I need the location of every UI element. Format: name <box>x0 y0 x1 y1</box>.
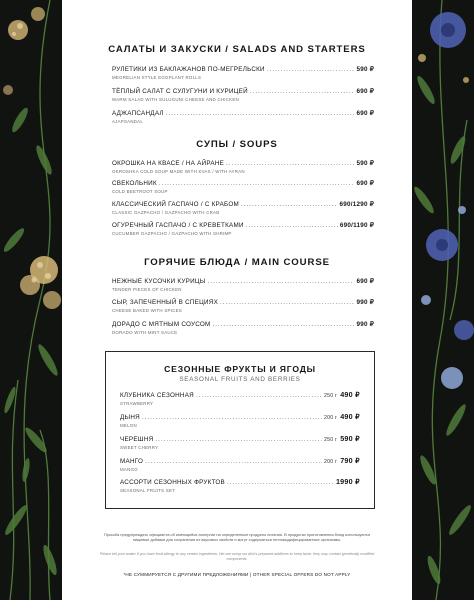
item-price: 790 ₽ <box>340 456 360 465</box>
menu-item <box>112 66 374 80</box>
item-name: КЛУБНИКА СЕЗОННАЯ <box>120 392 194 399</box>
item-name: КЛАССИЧЕСКИЙ ГАСПАЧО / С КРАБОМ <box>112 201 239 208</box>
item-name: ДОРАДО С МЯТНЫМ СОУСОМ <box>112 321 211 328</box>
item-price: 690/1190 ₽ <box>339 222 374 229</box>
item-translation: DORADO WITH MINT SAUCE <box>112 330 178 335</box>
item-price: 490 ₽ <box>340 390 360 399</box>
botanical-illustration <box>412 0 474 600</box>
item-price: 590 ₽ <box>340 434 360 443</box>
menu-item <box>120 478 360 493</box>
allergy-note-en: Please tell your waiter if you have food allergy to any certain ingredients. We are using our dish's prepared additives to keep taste; they may contain genetically modified components. <box>99 552 375 561</box>
item-name: АССОРТИ СЕЗОННЫХ ФРУКТОВ <box>120 479 225 486</box>
menu-item <box>112 278 374 292</box>
item-name: ОГУРЕЧНЫЙ ГАСПАЧО / С КРЕВЕТКАМИ <box>112 222 244 229</box>
item-translation: TENDER PIECES OF CHICKEN <box>112 287 182 292</box>
menu-item <box>112 222 374 236</box>
item-price: 590 ₽ <box>356 66 374 73</box>
item-weight: 250 г <box>323 393 338 399</box>
item-price: 690 ₽ <box>356 180 374 187</box>
section-title-salads: САЛАТЫ И ЗАКУСКИ / SALADS AND STARTERS <box>108 44 366 55</box>
item-translation: CUCUMBER GAZPACHO / GAZPACHO WITH SHRIMP <box>112 231 232 236</box>
item-translation: MANGO <box>120 467 138 472</box>
item-name: МАНГО <box>120 458 144 465</box>
item-price: 690/1290 ₽ <box>339 201 374 208</box>
item-name: СВЕКОЛЬНИК <box>112 180 157 187</box>
item-weight: 250 г <box>323 437 338 443</box>
item-price: 990 ₽ <box>356 299 374 306</box>
leader-dots <box>220 299 354 307</box>
menu-item <box>112 110 374 124</box>
item-translation: STRAWBERRY <box>120 401 154 406</box>
leader-dots <box>267 66 355 74</box>
leader-dots <box>166 110 355 118</box>
item-weight: 200 г <box>323 415 338 421</box>
leader-dots <box>145 458 322 466</box>
item-name: ТЁПЛЫЙ САЛАТ С СУЛУГУНИ И КУРИЦЕЙ <box>112 88 248 95</box>
menu-item <box>120 413 360 428</box>
item-translation: CHEESE BAKED WITH SPICES <box>112 308 182 313</box>
item-translation: SEASONAL FRUITS SET <box>120 488 176 493</box>
item-translation: WARM SALAD WITH SULUGUNI CHEESE AND CHICKEN <box>112 97 239 102</box>
item-name: СЫР, ЗАПЕЧЕННЫЙ В СПЕЦИЯХ <box>112 299 219 306</box>
item-price: 590 ₽ <box>356 160 374 167</box>
menu-item <box>112 299 374 313</box>
item-name: РУЛЕТИКИ ИЗ БАКЛАЖАНОВ ПО-МЕГРЕЛЬСКИ <box>112 66 265 73</box>
section-title-soups: СУПЫ / SOUPS <box>196 139 278 150</box>
menu-page <box>62 0 412 600</box>
leader-dots <box>226 160 354 168</box>
leader-dots <box>208 278 355 286</box>
item-price: 490 ₽ <box>340 412 360 421</box>
leader-dots <box>246 222 338 230</box>
menu-item <box>120 457 360 472</box>
item-translation: MELON <box>120 423 137 428</box>
menu-item <box>120 391 360 406</box>
allergy-note-ru: Просьба предупреждать официанта об имеющейся аллергии на определенные продукты питания. В продуктах приготовления блюд используются пищевые добавки для сохранения их вкусовых свойств и могут содержаться генномодифицированные организмы. <box>103 532 371 543</box>
item-name: АДЖАПСАНДАЛ <box>112 110 164 117</box>
item-translation: CLASSIC GAZPACHO / GAZPACHO WITH CRAB <box>112 210 220 215</box>
section-title-fruits: СЕЗОННЫЕ ФРУКТЫ И ЯГОДЫ <box>164 364 316 374</box>
leader-dots <box>227 479 334 487</box>
menu-item <box>112 88 374 102</box>
item-name: ДЫНЯ <box>120 414 140 421</box>
item-name: ЧЕРЕШНЯ <box>120 436 154 443</box>
menu-item <box>112 201 374 215</box>
item-price: 990 ₽ <box>356 321 374 328</box>
item-price: 690 ₽ <box>356 278 374 285</box>
item-weight: 200 г <box>323 459 338 465</box>
item-translation: AJAPSANDAL <box>112 119 144 124</box>
blue-flower-icon <box>426 12 474 340</box>
item-price: 690 ₽ <box>356 88 374 95</box>
leader-dots <box>196 392 322 400</box>
item-translation: SWEET CHERRY <box>120 445 159 450</box>
botanical-illustration <box>0 0 62 600</box>
item-price: 690 ₽ <box>356 110 374 117</box>
leader-dots <box>241 201 338 209</box>
item-name: НЕЖНЫЕ КУСОЧКИ КУРИЦЫ <box>112 278 206 285</box>
item-price: 1990 ₽ <box>335 477 360 486</box>
menu-item <box>112 321 374 335</box>
section-subtitle-fruits: SEASONAL FRUITS AND BERRIES <box>179 376 301 383</box>
section-title-main: ГОРЯЧИЕ БЛЮДА / MAIN COURSE <box>144 257 330 268</box>
menu-item <box>112 180 374 194</box>
menu-item <box>120 435 360 450</box>
seasonal-fruits-box <box>105 351 375 509</box>
item-name: ОКРОШКА НА КВАСЕ / НА АЙРАНЕ <box>112 160 225 167</box>
leader-dots <box>213 321 355 329</box>
leader-dots <box>250 88 355 96</box>
item-translation: MEGRELIAN STYLE EGGPLANT ROLLS <box>112 75 202 80</box>
leader-dots <box>142 414 322 422</box>
item-translation: OKROSHKA COLD SOUP MADE WITH KVAS / WITH AYRAN <box>112 169 245 174</box>
right-botanical-panel <box>412 0 474 600</box>
item-translation: COLD BEETROOT SOUP <box>112 189 168 194</box>
offers-disclaimer: *НЕ СУММИРУЕТСЯ С ДРУГИМИ ПРЕДЛОЖЕНИЯМИ | OTHER SPECIAL OFFERS DO NOT APPLY <box>123 572 351 577</box>
leader-dots <box>155 436 322 444</box>
leader-dots <box>159 180 355 188</box>
menu-item <box>112 160 374 174</box>
left-botanical-panel <box>0 0 62 600</box>
